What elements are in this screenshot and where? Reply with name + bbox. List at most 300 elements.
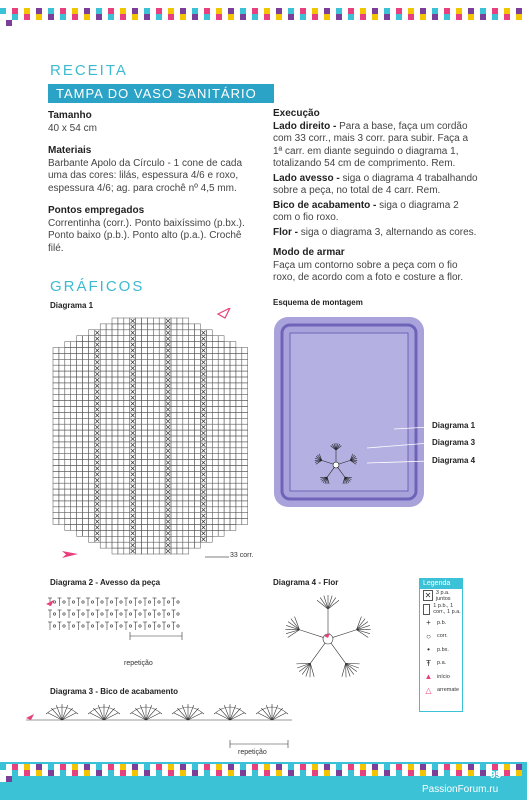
grid-cell	[189, 442, 195, 448]
grid-cell	[136, 383, 142, 389]
grid-cell	[195, 395, 201, 401]
grid-cell	[195, 324, 201, 330]
grid-cell	[206, 442, 212, 448]
grid-cell	[171, 371, 177, 377]
grid-cell	[71, 525, 77, 531]
grid-cell	[77, 489, 83, 495]
grid-cell	[218, 401, 224, 407]
grid-cell	[83, 418, 89, 424]
diagram1-end-marker-icon	[218, 308, 230, 318]
grid-cell	[118, 371, 124, 377]
grid-cell	[177, 442, 183, 448]
grid-cell	[206, 383, 212, 389]
size-value: 40 x 54 cm	[48, 122, 97, 134]
grid-cell	[230, 471, 236, 477]
grid-cell	[183, 324, 189, 330]
grid-cell	[71, 495, 77, 501]
grid-cell	[242, 442, 248, 448]
grid-cell	[112, 377, 118, 383]
grid-cell	[236, 401, 242, 407]
grid-cell	[142, 365, 148, 371]
grid-cell	[71, 377, 77, 383]
grid-cell	[88, 424, 94, 430]
grid-cell	[159, 536, 165, 542]
grid-cell	[112, 353, 118, 359]
grid-cell	[242, 389, 248, 395]
grid-cell	[142, 377, 148, 383]
grid-cell	[53, 365, 59, 371]
grid-cell	[218, 448, 224, 454]
grid-cell	[88, 371, 94, 377]
grid-cell	[65, 513, 71, 519]
grid-cell	[142, 348, 148, 354]
grid-cell	[106, 395, 112, 401]
grid-cell	[153, 330, 159, 336]
grid-cell	[159, 507, 165, 513]
grid-cell	[112, 348, 118, 354]
grid-cell	[177, 483, 183, 489]
grid-cell	[147, 330, 153, 336]
grid-cell	[65, 365, 71, 371]
grid-cell	[212, 348, 218, 354]
grid-cell	[212, 495, 218, 501]
grid-cell	[206, 436, 212, 442]
grid-cell	[212, 424, 218, 430]
grid-cell	[159, 448, 165, 454]
checker-square	[6, 20, 12, 26]
grid-cell	[183, 530, 189, 536]
grid-cell	[206, 330, 212, 336]
grid-cell	[206, 536, 212, 542]
grid-cell	[142, 359, 148, 365]
grid-cell	[71, 418, 77, 424]
grid-cell	[106, 519, 112, 525]
grid-cell	[59, 507, 65, 513]
grid-cell	[88, 530, 94, 536]
grid-cell	[53, 454, 59, 460]
grid-cell	[59, 424, 65, 430]
grid-cell	[88, 454, 94, 460]
grid-cell	[236, 495, 242, 501]
grid-cell	[65, 348, 71, 354]
grid-cell	[142, 336, 148, 342]
grid-cell	[88, 377, 94, 383]
grid-cell	[100, 436, 106, 442]
grid-cell	[230, 436, 236, 442]
grid-cell	[136, 501, 142, 507]
grid-cell	[59, 430, 65, 436]
grid-cell	[124, 542, 130, 548]
grid-cell	[218, 513, 224, 519]
grid-cell	[171, 407, 177, 413]
grid-cell	[171, 383, 177, 389]
grid-cell	[195, 442, 201, 448]
grid-cell	[53, 377, 59, 383]
grid-cell	[100, 395, 106, 401]
grid-cell	[77, 448, 83, 454]
grid-cell	[195, 342, 201, 348]
grid-cell	[53, 489, 59, 495]
grid-cell	[177, 466, 183, 472]
grid-cell	[59, 401, 65, 407]
grid-cell	[177, 454, 183, 460]
grid-cell	[71, 471, 77, 477]
grid-cell	[153, 471, 159, 477]
grid-cell	[177, 418, 183, 424]
grid-cell	[206, 353, 212, 359]
grid-cell	[77, 460, 83, 466]
grid-cell	[218, 383, 224, 389]
grid-cell	[242, 507, 248, 513]
grid-cell	[53, 401, 59, 407]
grid-cell	[159, 530, 165, 536]
grid-cell	[124, 507, 130, 513]
grid-cell	[177, 471, 183, 477]
grid-cell	[83, 466, 89, 472]
grid-cell	[224, 483, 230, 489]
grid-cell	[53, 460, 59, 466]
grid-cell	[53, 359, 59, 365]
grid-cell	[112, 466, 118, 472]
grid-cell	[124, 407, 130, 413]
grid-cell	[112, 430, 118, 436]
grid-cell	[88, 513, 94, 519]
grid-cell	[71, 424, 77, 430]
legend-label: corr.	[437, 633, 448, 640]
grid-cell	[153, 318, 159, 324]
grid-cell	[88, 442, 94, 448]
grid-cell	[177, 513, 183, 519]
grid-cell	[53, 383, 59, 389]
grid-cell	[153, 407, 159, 413]
grid-cell	[206, 501, 212, 507]
grid-cell	[218, 348, 224, 354]
grid-cell	[142, 395, 148, 401]
grid-cell	[83, 460, 89, 466]
grid-cell	[147, 389, 153, 395]
grid-cell	[147, 353, 153, 359]
grid-cell	[136, 330, 142, 336]
grid-cell	[242, 448, 248, 454]
grid-cell	[100, 495, 106, 501]
grid-cell	[112, 471, 118, 477]
grid-cell	[136, 525, 142, 531]
grid-cell	[118, 359, 124, 365]
grid-cell	[88, 536, 94, 542]
grid-cell	[212, 460, 218, 466]
grid-cell	[177, 501, 183, 507]
grid-cell	[77, 436, 83, 442]
grid-cell	[230, 489, 236, 495]
grid-cell	[100, 489, 106, 495]
grid-cell	[171, 348, 177, 354]
grid-cell	[171, 353, 177, 359]
grid-cell	[236, 448, 242, 454]
grid-cell	[153, 436, 159, 442]
grid-cell	[159, 442, 165, 448]
grid-cell	[88, 436, 94, 442]
grid-cell	[177, 359, 183, 365]
grid-cell	[65, 454, 71, 460]
grid-cell	[177, 536, 183, 542]
legend-title: Legenda	[420, 579, 462, 589]
recipe-title: TAMPA DO VASO SANITÁRIO	[48, 84, 274, 103]
grid-cell	[100, 342, 106, 348]
grid-cell	[218, 489, 224, 495]
grid-cell	[71, 383, 77, 389]
grid-cell	[171, 418, 177, 424]
grid-cell	[206, 407, 212, 413]
grid-cell	[118, 383, 124, 389]
grid-cell	[171, 471, 177, 477]
grid-cell	[212, 336, 218, 342]
grid-cell	[77, 525, 83, 531]
grid-cell	[100, 513, 106, 519]
grid-cell	[83, 430, 89, 436]
checker-square	[516, 14, 522, 20]
grid-cell	[88, 336, 94, 342]
grid-cell	[230, 365, 236, 371]
grid-cell	[136, 336, 142, 342]
checker-square	[6, 776, 12, 782]
grid-cell	[236, 418, 242, 424]
grid-cell	[189, 536, 195, 542]
grid-cell	[171, 454, 177, 460]
grid-cell	[77, 495, 83, 501]
grid-cell	[218, 530, 224, 536]
grid-cell	[224, 395, 230, 401]
grid-cell	[224, 513, 230, 519]
grid-cell	[65, 418, 71, 424]
grid-cell	[59, 359, 65, 365]
grid-cell	[230, 519, 236, 525]
grid-cell	[195, 418, 201, 424]
grid-cell	[230, 507, 236, 513]
grid-cell	[218, 389, 224, 395]
grid-cell	[218, 442, 224, 448]
grid-cell	[142, 542, 148, 548]
grid-cell	[142, 407, 148, 413]
top-checker-border	[0, 8, 527, 20]
grid-cell	[124, 330, 130, 336]
grid-cell	[118, 483, 124, 489]
grid-cell	[71, 507, 77, 513]
grid-cell	[118, 501, 124, 507]
grid-cell	[83, 483, 89, 489]
grid-cell	[106, 442, 112, 448]
grid-cell	[230, 383, 236, 389]
grid-cell	[147, 513, 153, 519]
grid-cell	[189, 495, 195, 501]
grid-cell	[153, 412, 159, 418]
grid-cell	[83, 471, 89, 477]
grid-cell	[177, 377, 183, 383]
grid-cell	[71, 477, 77, 483]
grid-cell	[212, 365, 218, 371]
grid-cell	[183, 436, 189, 442]
grid-cell	[136, 442, 142, 448]
grid-cell	[100, 442, 106, 448]
grid-cell	[183, 513, 189, 519]
grid-cell	[112, 371, 118, 377]
grid-cell	[118, 318, 124, 324]
grid-cell	[153, 336, 159, 342]
grid-cell	[171, 536, 177, 542]
grid-cell	[159, 395, 165, 401]
grid-cell	[218, 483, 224, 489]
grid-cell	[136, 436, 142, 442]
diagram1-start-marker-icon	[62, 551, 78, 558]
grid-cell	[189, 371, 195, 377]
grid-cell	[88, 519, 94, 525]
grid-cell	[183, 418, 189, 424]
grid-cell	[230, 407, 236, 413]
grid-cell	[136, 318, 142, 324]
grid-cell	[112, 342, 118, 348]
grid-cell	[124, 359, 130, 365]
grid-cell	[195, 383, 201, 389]
grid-cell	[118, 513, 124, 519]
grid-cell	[77, 377, 83, 383]
grid-cell	[159, 348, 165, 354]
grid-cell	[59, 466, 65, 472]
grid-cell	[189, 489, 195, 495]
grid-cell	[153, 460, 159, 466]
grid-cell	[83, 489, 89, 495]
grid-cell	[53, 430, 59, 436]
grid-cell	[206, 365, 212, 371]
grid-cell	[212, 377, 218, 383]
grid-cell	[224, 407, 230, 413]
grid-cell	[177, 542, 183, 548]
grid-cell	[177, 336, 183, 342]
grid-cell	[88, 507, 94, 513]
grid-cell	[177, 495, 183, 501]
grid-cell	[65, 377, 71, 383]
grid-cell	[242, 495, 248, 501]
grid-cell	[118, 471, 124, 477]
grid-cell	[177, 530, 183, 536]
grid-cell	[65, 359, 71, 365]
grid-cell	[112, 530, 118, 536]
grid-cell	[212, 430, 218, 436]
diagram3-repeat-label: repetição	[238, 749, 267, 756]
grid-cell	[171, 401, 177, 407]
grid-cell	[171, 519, 177, 525]
grid-cell	[206, 454, 212, 460]
grid-cell	[112, 513, 118, 519]
grid-cell	[159, 548, 165, 554]
grid-cell	[59, 407, 65, 413]
grid-cell	[171, 507, 177, 513]
grid-cell	[59, 495, 65, 501]
grid-cell	[224, 460, 230, 466]
grid-cell	[124, 442, 130, 448]
grid-cell	[71, 501, 77, 507]
grid-cell	[112, 395, 118, 401]
grid-cell	[183, 495, 189, 501]
grid-cell	[88, 460, 94, 466]
grid-cell	[106, 430, 112, 436]
grid-cell	[171, 530, 177, 536]
grid-cell	[159, 513, 165, 519]
grid-cell	[177, 318, 183, 324]
grid-cell	[242, 365, 248, 371]
grid-cell	[53, 483, 59, 489]
grid-cell	[212, 501, 218, 507]
grid-cell	[206, 519, 212, 525]
grid-cell	[59, 371, 65, 377]
grid-cell	[88, 466, 94, 472]
grid-cell	[242, 412, 248, 418]
grid-cell	[171, 513, 177, 519]
grid-cell	[124, 348, 130, 354]
grid-cell	[71, 348, 77, 354]
grid-cell	[88, 353, 94, 359]
grid-cell	[147, 418, 153, 424]
grid-cell	[142, 519, 148, 525]
grid-cell	[171, 483, 177, 489]
grid-cell	[159, 501, 165, 507]
grid-cell	[147, 507, 153, 513]
grid-cell	[153, 348, 159, 354]
grid-cell	[177, 365, 183, 371]
grid-cell	[136, 448, 142, 454]
grid-cell	[83, 401, 89, 407]
grid-cell	[189, 507, 195, 513]
grid-cell	[118, 377, 124, 383]
grid-cell	[206, 377, 212, 383]
grid-cell	[142, 353, 148, 359]
grid-cell	[177, 548, 183, 554]
grid-cell	[106, 401, 112, 407]
legend-item	[420, 684, 462, 698]
assembly-scheme	[272, 313, 472, 513]
grid-cell	[118, 430, 124, 436]
grid-cell	[218, 501, 224, 507]
grid-cell	[147, 489, 153, 495]
grid-cell	[195, 401, 201, 407]
grid-cell	[153, 489, 159, 495]
grid-cell	[236, 412, 242, 418]
grid-cell	[195, 348, 201, 354]
grid-cell	[83, 342, 89, 348]
legend-label: p.bx.	[437, 646, 449, 653]
grid-cell	[189, 342, 195, 348]
grid-cell	[177, 407, 183, 413]
grid-cell	[153, 377, 159, 383]
grid-cell	[224, 489, 230, 495]
grid-cell	[183, 330, 189, 336]
grid-cell	[183, 454, 189, 460]
grid-cell	[206, 525, 212, 531]
grid-cell	[53, 477, 59, 483]
grid-cell	[224, 442, 230, 448]
grid-cell	[236, 353, 242, 359]
grid-cell	[65, 401, 71, 407]
grid-cell	[77, 466, 83, 472]
grid-cell	[147, 466, 153, 472]
grid-cell	[236, 460, 242, 466]
grid-cell	[189, 513, 195, 519]
grid-cell	[177, 401, 183, 407]
grid-cell	[195, 495, 201, 501]
grid-cell	[100, 353, 106, 359]
grid-cell	[124, 371, 130, 377]
grid-cell	[112, 383, 118, 389]
grid-cell	[153, 536, 159, 542]
grid-cell	[53, 448, 59, 454]
